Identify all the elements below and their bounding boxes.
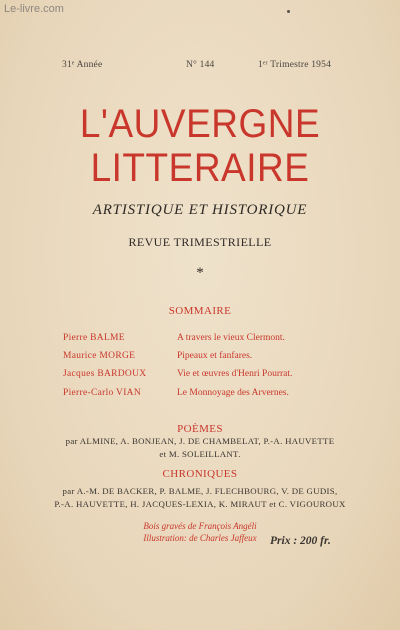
toc-work: Pipeaux et fanfares. (177, 351, 253, 361)
poemes-heading: POÈMES (177, 423, 223, 435)
chroniques-authors-line-2: P.-A. HAUVETTE, H. JACQUES-LEXIA, K. MIRAUT et C. VIGOUROUX (54, 499, 346, 509)
title-line-1: L'AUVERGNE (79, 101, 321, 146)
price-label: Prix : 200 fr. (270, 535, 331, 547)
toc-author: Pierre-Carlo VIAN (63, 388, 142, 398)
toc-author: Pierre BALME (63, 333, 125, 343)
toc-author: Maurice MORGE (63, 351, 136, 361)
credit-line-2: Illustration: de Charles Jaffeux (143, 533, 257, 543)
subtitle: ARTISTIQUE ET HISTORIQUE (92, 202, 308, 218)
decorative-dot (287, 10, 290, 13)
sommaire-heading: SOMMAIRE (168, 305, 232, 317)
poemes-authors-line-1: par ALMINE, A. BONJEAN, J. DE CHAMBELAT, P.-A. HAUVETTE (65, 436, 335, 446)
revue-label: REVUE TRIMESTRIELLE (128, 235, 272, 249)
chroniques-authors-line-1: par A.-M. DE BACKER, P. BALME, J. FLECHBOURG, V. DE GUDIS, (62, 486, 338, 496)
watermark-text: Le-livre.com (4, 3, 64, 15)
toc-work: Le Monnoyage des Arvernes. (177, 388, 289, 398)
toc-work: A travers le vieux Clermont. (177, 333, 285, 343)
chroniques-heading: CHRONIQUES (162, 468, 238, 480)
title-line-2: LITTERAIRE (90, 145, 310, 190)
year-label: 31ᵉ Année (62, 60, 103, 70)
issue-number: N° 144 (186, 60, 215, 70)
toc-work: Vie et œuvres d'Henri Pourrat. (177, 369, 293, 379)
poemes-authors-line-2: et M. SOLEILLANT. (159, 449, 241, 459)
quarter-label: 1ᵉʳ Trimestre 1954 (258, 60, 332, 70)
star-separator: * (196, 265, 204, 281)
credit-line-1: Bois gravés de François Angéli (143, 521, 257, 531)
toc-author: Jacques BARDOUX (63, 369, 147, 379)
